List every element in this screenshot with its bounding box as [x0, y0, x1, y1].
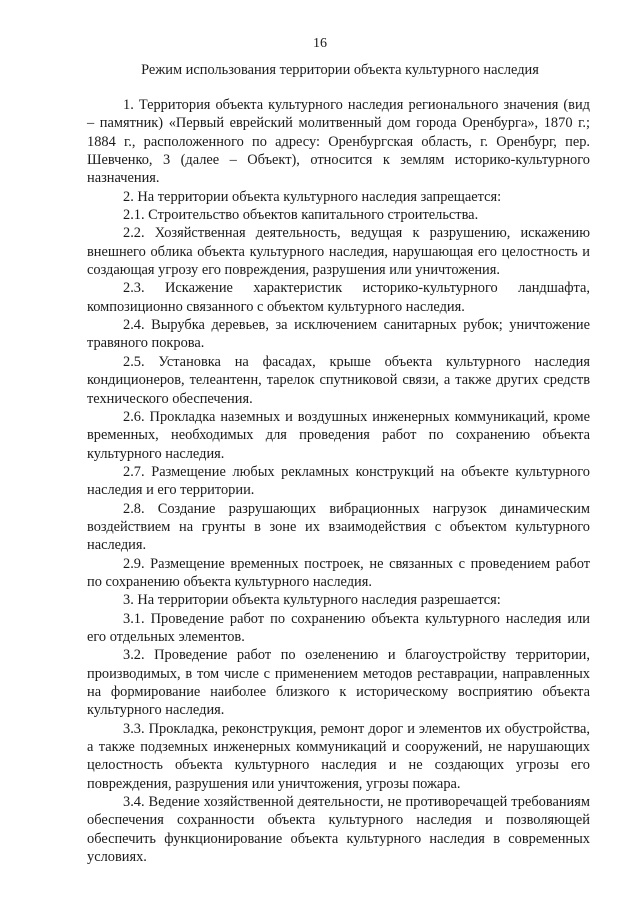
paragraph-3-3: 3.3. Прокладка, реконструкция, ремонт дорог и элементов их обустройства, а также подземных инженерных коммуникаций и сооружений, не нарушающих целостность объекта культурного наследия и не создающих угрозы его повреждения, разрушения или уничтожения, угрозы пожара.: [87, 720, 590, 792]
paragraph-3-2: 3.2. Проведение работ по озеленению и благоустройству территории, производимых, в том числе с применением методов реставрации, направленных на формирование наиболее близкого к историческому восприятию объекта культурного наследия.: [87, 647, 590, 719]
paragraph-2-6: 2.6. Прокладка наземных и воздушных инженерных коммуникаций, кроме временных, необходимых для проведения работ по сохранению объекта культурного наследия.: [87, 408, 590, 462]
paragraph-2-5: 2.5. Установка на фасадах, крыше объекта культурного наследия кондиционеров, телеантенн, тарелок спутниковой связи, а также других средств технического обеспечения.: [87, 353, 590, 407]
paragraph-2: 2. На территории объекта культурного наследия запрещается:: [123, 188, 502, 205]
paragraph-3: 3. На территории объекта культурного наследия разрешается:: [123, 592, 501, 609]
paragraph-2-7: 2.7. Размещение любых рекламных конструкций на объекте культурного наследия и его территории.: [87, 463, 590, 499]
paragraph-2-1: 2.1. Строительство объектов капитального строительства.: [123, 207, 479, 224]
paragraph-2-8: 2.8. Создание разрушающих вибрационных нагрузок динамическим воздействием на грунты в зоне их взаимодействия с объектом культурного наследия.: [87, 500, 590, 554]
paragraph-3-1: 3.1. Проведение работ по сохранению объекта культурного наследия или его отдельных элементов.: [87, 610, 590, 645]
paragraph-2-3: 2.3. Искажение характеристик историко-культурного ландшафта, композиционно связанного с объектом культурного наследия.: [87, 280, 590, 315]
page-number: 16: [313, 36, 327, 51]
page-title: Режим использования территории объекта культурного наследия: [141, 62, 539, 78]
paragraph-2-9: 2.9. Размещение временных построек, не связанных с проведением работ по сохранению объекта культурного наследия.: [87, 555, 590, 590]
paragraph-1: 1. Территория объекта культурного наследия регионального значения (вид – памятник) «Первый еврейский молитвенный дом города Оренбурга», 1870 г.; 1884 г., расположенного по адресу: Оренбургская область, г. Оренбург, пер. Шевченко, 3 (далее – Объект), относится к землям историко-культурного назначения.: [87, 97, 590, 187]
paragraph-2-4: 2.4. Вырубка деревьев, за исключением санитарных рубок; уничтожение травяного покрова.: [87, 317, 590, 352]
paragraph-2-2: 2.2. Хозяйственная деятельность, ведущая к разрушению, искажению внешнего облика объекта культурного наследия, нарушающая его целостность и создающая угрозу его повреждения, разрушения или уничтожения.: [87, 225, 590, 279]
paragraph-3-4: 3.4. Ведение хозяйственной деятельности, не противоречащей требованиям обеспечения сохранности объекта культурного наследия и позволяющей обеспечить функционирование объекта культурного наследия в современных условиях.: [87, 794, 590, 866]
document-body: [87, 96, 590, 866]
